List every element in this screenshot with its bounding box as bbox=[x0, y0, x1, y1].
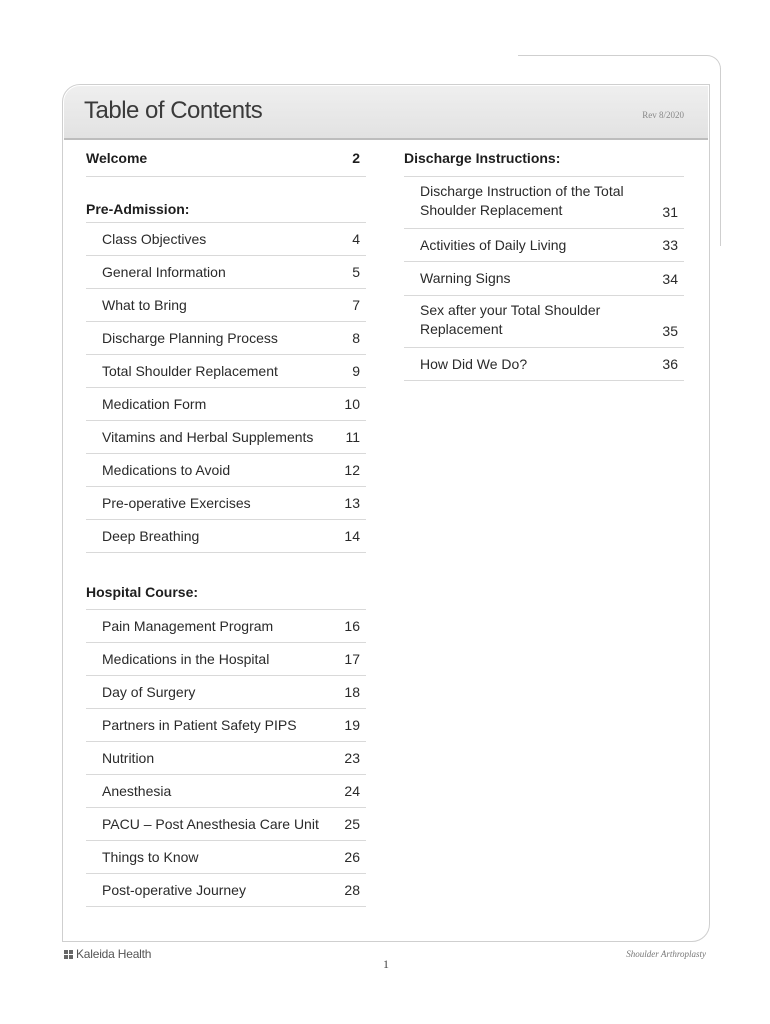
toc-entry-label: Anesthesia bbox=[102, 782, 172, 799]
toc-entry-label: Warning Signs bbox=[420, 270, 511, 286]
toc-entry-page: 8 bbox=[352, 330, 360, 346]
toc-entry-page: 2 bbox=[352, 150, 360, 166]
toc-entry[interactable] bbox=[86, 742, 366, 775]
toc-entry[interactable] bbox=[86, 520, 366, 553]
page-title: Table of Contents bbox=[84, 97, 263, 124]
toc-entry[interactable] bbox=[86, 355, 366, 388]
toc-entry[interactable] bbox=[86, 709, 366, 742]
toc-entry-page: 19 bbox=[344, 717, 360, 733]
toc-entry[interactable] bbox=[86, 676, 366, 709]
toc-entry[interactable] bbox=[404, 262, 684, 296]
toc-entry-label: Sex after your Total Shoulder Replacement bbox=[420, 302, 601, 337]
toc-entry-page: 28 bbox=[344, 882, 360, 898]
toc-entry-page: 35 bbox=[662, 323, 678, 339]
logo-grid-icon bbox=[64, 950, 73, 959]
section-heading-label: Hospital Course: bbox=[86, 584, 199, 600]
toc-entry[interactable] bbox=[86, 874, 366, 907]
section-heading-label: Pre-Admission: bbox=[86, 200, 190, 217]
toc-entry-label: Deep Breathing bbox=[102, 527, 200, 544]
toc-entry-page: 7 bbox=[352, 297, 360, 313]
decorative-line-top bbox=[518, 55, 704, 56]
toc-entry-page: 34 bbox=[662, 270, 678, 287]
toc-entry-label: Day of Surgery bbox=[102, 683, 196, 700]
toc-entry[interactable] bbox=[86, 487, 366, 520]
toc-entry-page: 33 bbox=[662, 237, 678, 253]
toc-entry-label: Post-operative Journey bbox=[102, 881, 246, 898]
toc-entry-label: Welcome bbox=[86, 150, 148, 166]
toc-entry[interactable] bbox=[86, 289, 366, 322]
logo-text: Kaleida Health bbox=[76, 947, 152, 961]
toc-entry-label: What to Bring bbox=[102, 296, 187, 313]
decorative-line-right bbox=[720, 68, 721, 246]
decorative-corner bbox=[704, 55, 721, 72]
toc-entry-page: 4 bbox=[352, 231, 360, 247]
toc-entry[interactable] bbox=[86, 256, 366, 289]
toc-entry[interactable] bbox=[86, 454, 366, 487]
toc-entry-page: 14 bbox=[344, 528, 360, 544]
toc-entry-label: Class Objectives bbox=[102, 230, 207, 247]
section-heading-discharge-instructions bbox=[404, 140, 684, 177]
toc-entry[interactable] bbox=[86, 388, 366, 421]
toc-entry[interactable] bbox=[404, 348, 684, 381]
page-number: 1 bbox=[383, 957, 389, 971]
toc-entry-page: 36 bbox=[662, 356, 678, 372]
toc-entry[interactable] bbox=[404, 177, 684, 229]
toc-entry-welcome[interactable] bbox=[86, 140, 366, 177]
toc-entry-label: Activities of Daily Living bbox=[420, 236, 567, 253]
toc-entry-page: 5 bbox=[352, 264, 360, 280]
toc-entry-page: 26 bbox=[344, 849, 360, 865]
toc-entry[interactable] bbox=[86, 643, 366, 676]
toc-right-column bbox=[404, 140, 684, 381]
toc-entry[interactable] bbox=[86, 610, 366, 643]
document-name: Shoulder Arthroplasty bbox=[626, 949, 706, 959]
section-heading-hospital-course bbox=[86, 553, 366, 610]
toc-entry-label: Pain Management Program bbox=[102, 617, 274, 634]
toc-entry-page: 9 bbox=[352, 363, 360, 379]
toc-entry-label: Total Shoulder Replacement bbox=[102, 362, 278, 379]
toc-entry-label: General Information bbox=[102, 263, 226, 280]
toc-entry-page: 31 bbox=[662, 204, 678, 220]
toc-entry-label: Medications to Avoid bbox=[102, 461, 231, 478]
toc-entry[interactable] bbox=[404, 229, 684, 262]
toc-entry-page: 16 bbox=[344, 618, 360, 634]
toc-entry-label: PACU – Post Anesthesia Care Unit bbox=[102, 815, 319, 832]
toc-entry[interactable] bbox=[86, 808, 366, 841]
section-heading-label: Discharge Instructions: bbox=[404, 150, 561, 166]
toc-left-column bbox=[86, 140, 366, 907]
toc-entry[interactable] bbox=[86, 775, 366, 808]
toc-entry-label: Partners in Patient Safety PIPS bbox=[102, 716, 297, 733]
toc-entry-page: 25 bbox=[344, 816, 360, 832]
toc-entry[interactable] bbox=[86, 421, 366, 454]
toc-entry-page: 13 bbox=[344, 495, 360, 511]
header-bar bbox=[64, 86, 708, 140]
toc-entry-page: 17 bbox=[344, 651, 360, 667]
toc-entry-label: How Did We Do? bbox=[420, 355, 528, 372]
kaleida-health-logo bbox=[64, 947, 151, 961]
toc-entry-label: Discharge Instruction of the Total Shoulder Replacement bbox=[420, 183, 624, 218]
toc-entry-page: 18 bbox=[344, 684, 360, 700]
toc-entry[interactable] bbox=[86, 841, 366, 874]
toc-entry-label: Medications in the Hospital bbox=[102, 650, 270, 667]
toc-entry-page: 10 bbox=[344, 396, 360, 412]
toc-entry-label: Nutrition bbox=[102, 749, 155, 766]
toc-entry-label: Discharge Planning Process bbox=[102, 329, 278, 346]
toc-entry[interactable] bbox=[86, 223, 366, 256]
toc-entry[interactable] bbox=[404, 296, 684, 348]
toc-entry-page: 24 bbox=[344, 783, 360, 799]
toc-entry-label: Vitamins and Herbal Supplements bbox=[102, 428, 314, 445]
toc-entry-page: 23 bbox=[344, 750, 360, 766]
toc-entry-page: 11 bbox=[345, 429, 360, 445]
section-heading-pre-admission bbox=[86, 177, 366, 223]
toc-entry-label: Medication Form bbox=[102, 395, 207, 412]
revision-date: Rev 8/2020 bbox=[642, 110, 684, 120]
toc-entry-label: Pre-operative Exercises bbox=[102, 494, 251, 511]
toc-entry-page: 12 bbox=[344, 462, 360, 478]
toc-entry[interactable] bbox=[86, 322, 366, 355]
toc-entry-label: Things to Know bbox=[102, 848, 199, 865]
